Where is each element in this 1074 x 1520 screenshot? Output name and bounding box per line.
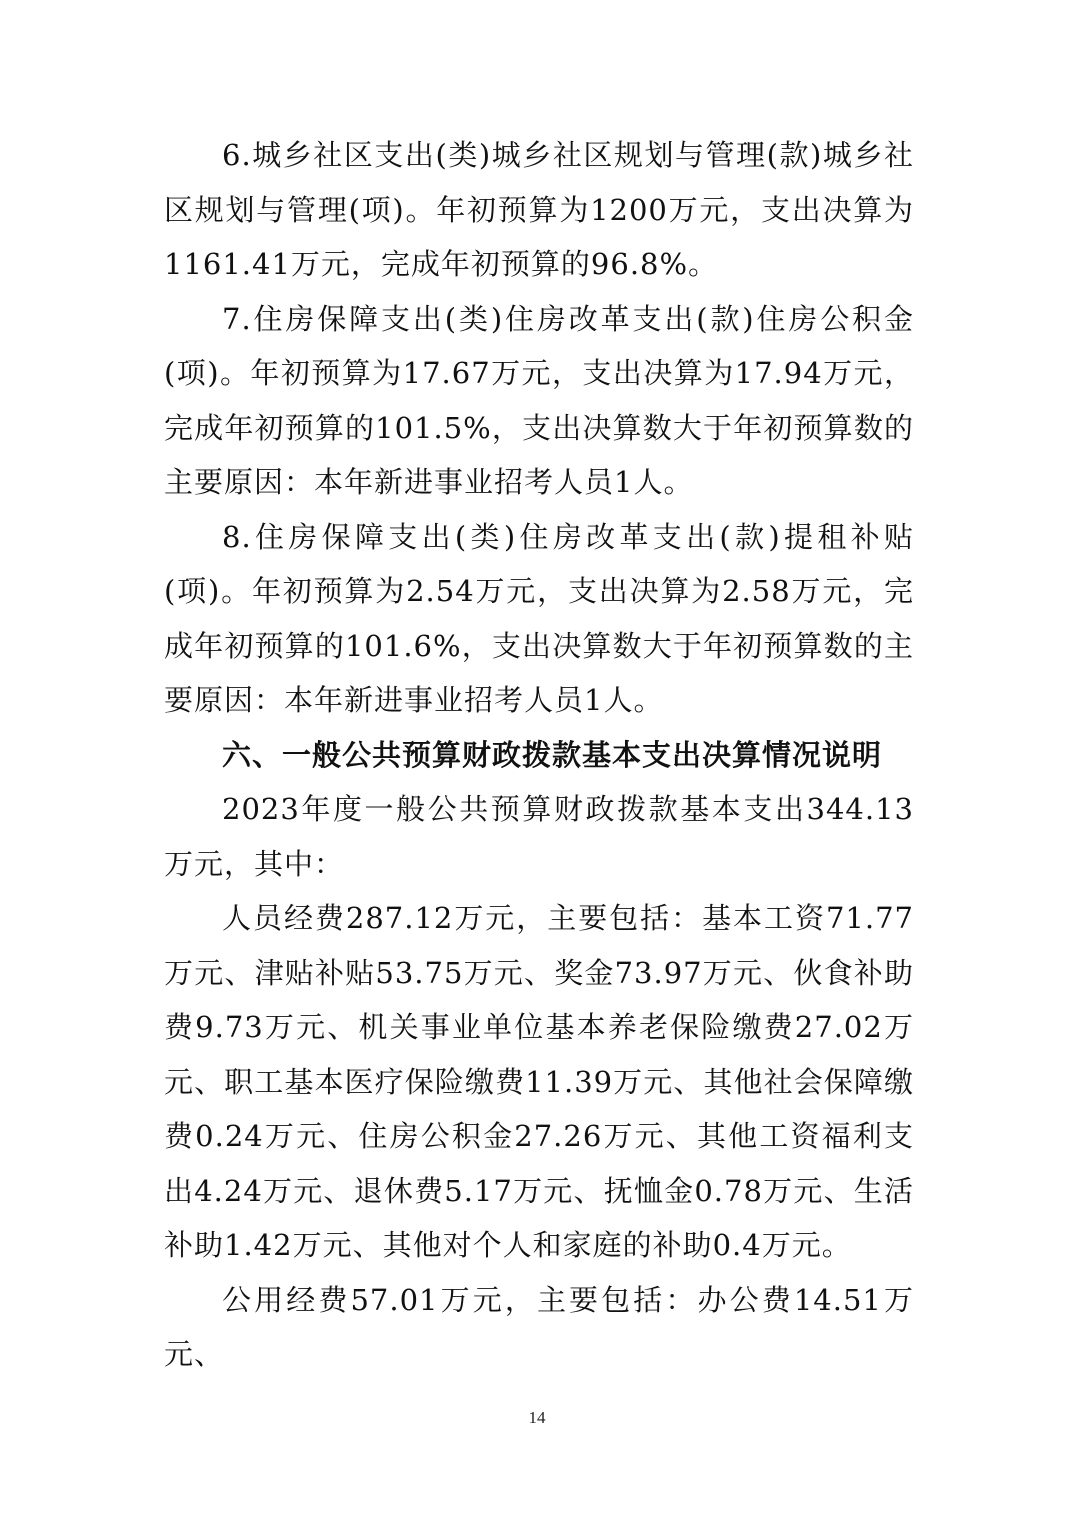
page-number: 14 <box>528 1408 546 1427</box>
paragraph-basic-expenditure-total: 2023年度一般公共预算财政拨款基本支出344.13万元，其中： <box>164 792 914 881</box>
paragraph-rent-subsidy: 8.住房保障支出(类)住房改革支出(款)提租补贴(项)。年初预算为2.54万元，支出决算为2.58万元，完成年初预算的101.6%，支出决算数大于年初预算数的主要原因：本年新进事业招考人员1人。 <box>164 519 914 717</box>
section-heading-basic-expenditure: 六、一般公共预算财政拨款基本支出决算情况说明 <box>222 737 883 772</box>
paragraph-housing-provident-fund: 7.住房保障支出(类)住房改革支出(款)住房公积金(项)。年初预算为17.67万元，支出决算为17.94万元，完成年初预算的101.5%，支出决算数大于年初预算数的主要原因：本年新进事业招考人员1人。 <box>164 301 914 499</box>
paragraph-urban-rural-planning: 6.城乡社区支出(类)城乡社区规划与管理(款)城乡社区规划与管理(项)。年初预算为1200万元，支出决算为1161.41万元，完成年初预算的96.8%。 <box>164 138 914 281</box>
paragraph-public-expenses: 公用经费57.01万元，主要包括：办公费14.51万元、 <box>164 1282 914 1371</box>
paragraph-personnel-expenses: 人员经费287.12万元，主要包括：基本工资71.77万元、津贴补贴53.75万元、奖金73.97万元、伙食补助费9.73万元、机关事业单位基本养老保险缴费27.02万元、职工基本医疗保险缴费11.39万元、其他社会保障缴费0.24万元、住房公积金27.26万元、其他工资福利支出4.24万元、退休费5.17万元、抚恤金0.78万元、生活补助1.42万元、其他对个人和家庭的补助0.4万元。 <box>164 901 914 1262</box>
document-body <box>164 128 914 1382</box>
